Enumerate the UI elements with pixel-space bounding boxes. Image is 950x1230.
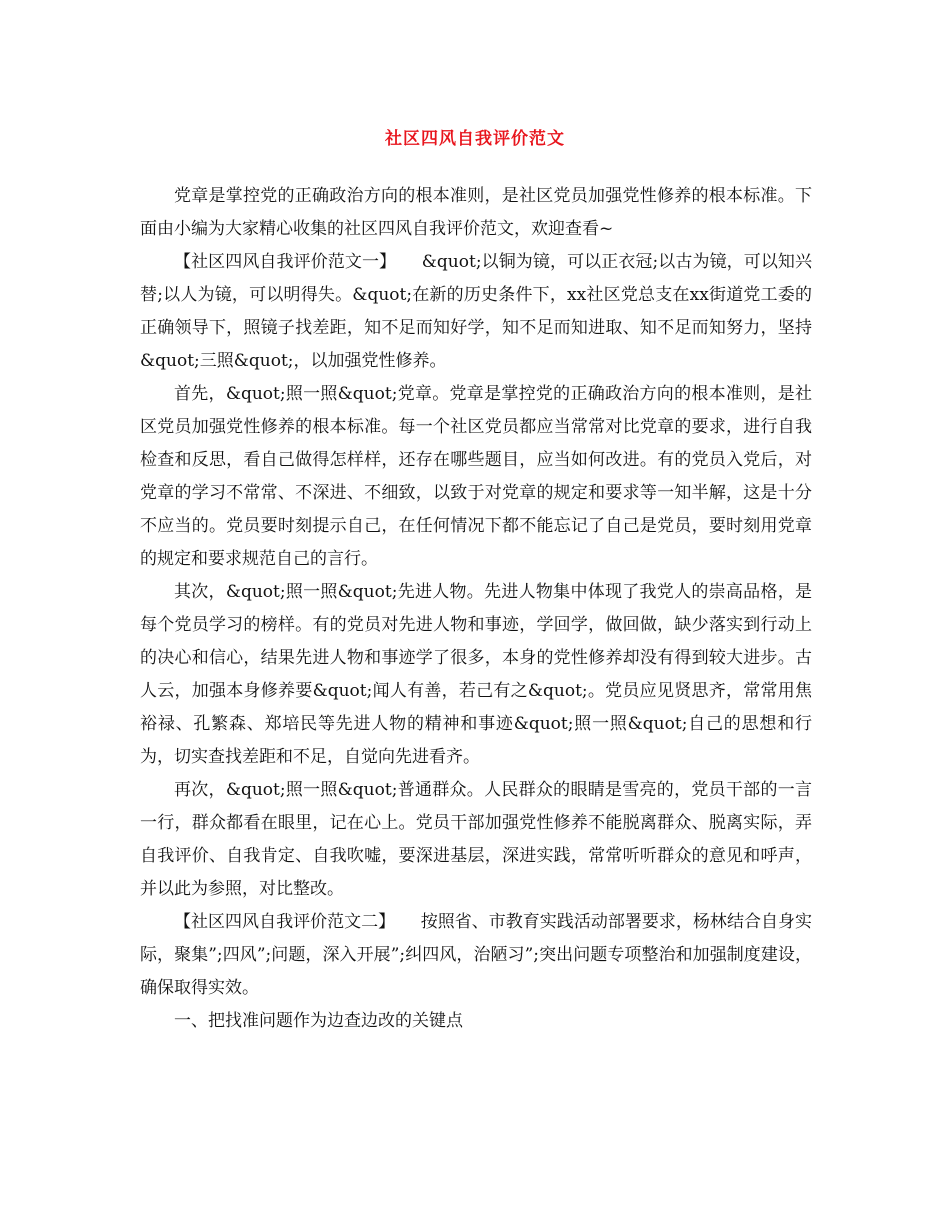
paragraph-second: 其次，&quot;照一照&quot;先进人物。先进人物集中体现了我党人的崇高品格，是每个党员学习的榜样。有的党员对先进人物和事迹，学回学，做回做，缺少落实到行动上的决心和信心，结果先进人物和事迹学了很多，本身的党性修养却没有得到较大进步。古人云，加强本身修养要&quot;闻人有善，若己有之&quot;。党员应见贤思齐，常常用焦裕禄、孔繁森、郑培民等先进人物的精神和事迹&quot;照一照&quot;自己的思想和行为，切实查找差距和不足，自觉向先进看齐。 — [140, 582, 812, 767]
document-body — [140, 180, 812, 1038]
paragraph-intro: 党章是掌控党的正确政治方向的根本准则，是社区党员加强党性修养的根本标准。下面由小编为大家精心收集的社区四风自我评价范文，欢迎查看~ — [140, 186, 812, 239]
paragraph-sample-one: 【社区四风自我评价范文一】 &quot;以铜为镜，可以正衣冠;以古为镜，可以知兴替;以人为镜，可以明得失。&quot;在新的历史条件下，xx社区党总支在xx街道党工委的正确领导下，照镜子找差距，知不足而知好学，知不足而知进取、知不足而知努力，坚持&quot;三照&quot;，以加强党性修养。 — [140, 252, 812, 371]
paragraph-first: 首先，&quot;照一照&quot;党章。党章是掌控党的正确政治方向的根本准则，是社区党员加强党性修养的根本标准。每一个社区党员都应当常常对比党章的要求，进行自我检查和反思，看自己做得怎样样，还存在哪些题目，应当如何改进。有的党员入党后，对党章的学习不常常、不深进、不细致，以致于对党章的规定和要求等一知半解，这是十分不应当的。党员要时刻提示自己，在任何情况下都不能忘记了自己是党员，要时刻用党章的规定和要求规范自己的言行。 — [140, 384, 812, 569]
page-title: 社区四风自我评价范文 — [385, 129, 565, 149]
paragraph-sample-two: 【社区四风自我评价范文二】 按照省、市教育实践活动部署要求，杨林结合自身实际，聚集”;四风”;问题，深入开展”;纠四风，治陋习”;突出问题专项整治和加强制度建设，确保取得实效。 — [140, 912, 812, 998]
paragraph-third: 再次，&quot;照一照&quot;普通群众。人民群众的眼睛是雪亮的，党员干部的一言一行，群众都看在眼里，记在心上。党员干部加强党性修养不能脱离群众、脱离实际，弄自我评价、自我肯定、自我吹嘘，要深进基层，深进实践，常常听听群众的意见和呼声，并以此为参照，对比整改。 — [140, 780, 812, 899]
section-heading-one: 一、把找准问题作为边查边改的关键点 — [174, 1011, 463, 1031]
